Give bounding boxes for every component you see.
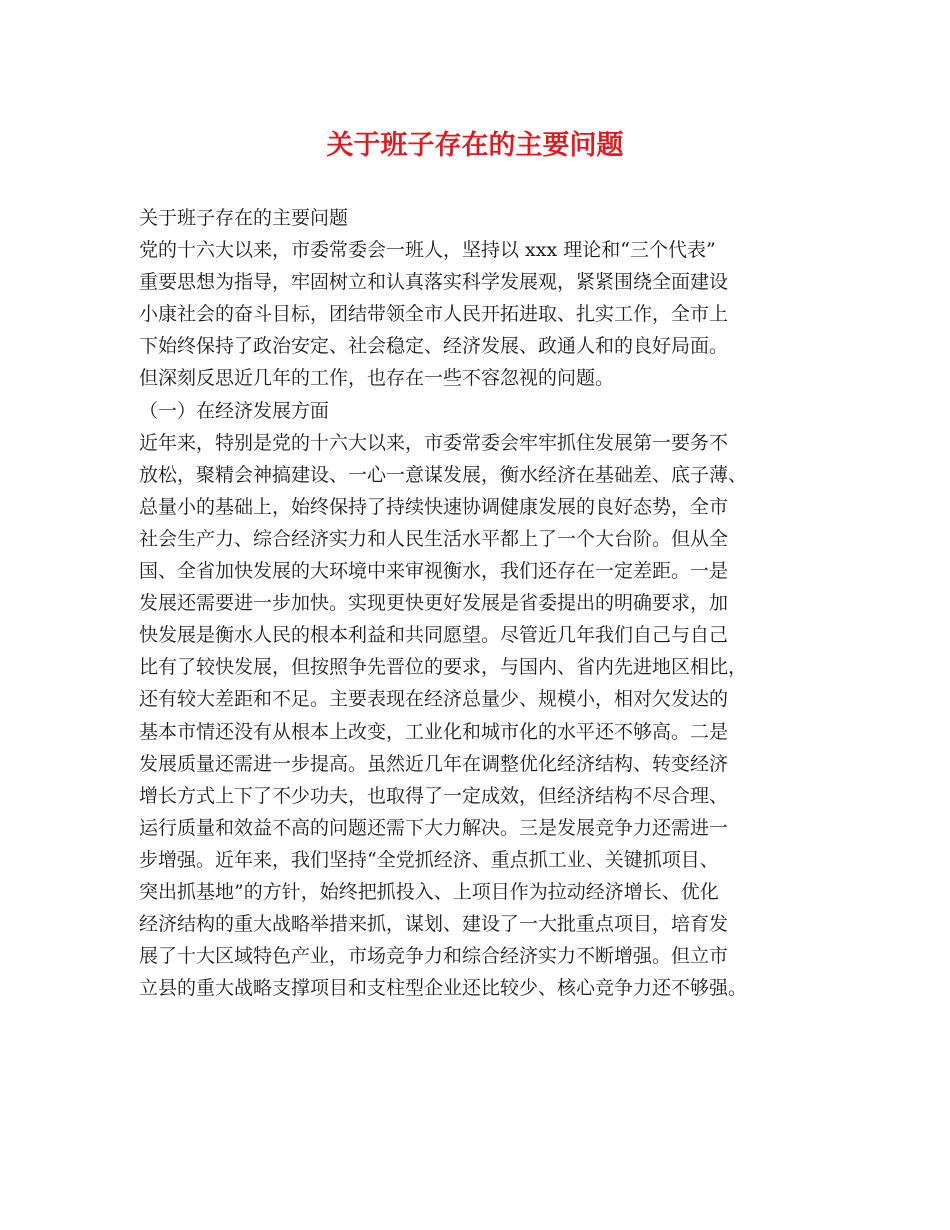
document-line: 基本市情还没有从根本上改变，工业化和城市化的水平还不够高。二是	[139, 720, 729, 743]
document-line: 近年来，特别是党的十六大以来，市委常委会牢牢抓住发展第一要务不	[139, 431, 729, 454]
document-body	[139, 202, 829, 1004]
document-line: 立县的重大战略支撑项目和支柱型企业还比较少、核心竞争力还不够强。	[139, 977, 748, 1000]
document-line: 运行质量和效益不高的问题还需下大力解决。三是发展竞争力还需进一	[139, 816, 729, 839]
document-line: （一）在经济发展方面	[139, 399, 330, 422]
document-line: 突出抓基地”的方针，始终把抓投入、上项目作为拉动经济增长、优化	[139, 880, 719, 903]
document-line: 放松，聚精会神搞建设、一心一意谋发展，衡水经济在基础差、底子薄、	[139, 463, 748, 486]
document-line: 还有较大差距和不足。主要表现在经济总量少、规模小，相对欠发达的	[139, 688, 729, 711]
document-line: 发展还需要进一步加快。实现更快更好发展是省委提出的明确要求，加	[139, 592, 729, 615]
document-line: 小康社会的奋斗目标，团结带领全市人民开拓进取、扎实工作，全市上	[139, 303, 729, 326]
document-line: 重要思想为指导，牢固树立和认真落实科学发展观，紧紧围绕全面建设	[139, 271, 729, 294]
document-line: 发展质量还需进一步提高。虽然近几年在调整优化经济结构、转变经济	[139, 752, 729, 775]
document-title: 关于班子存在的主要问题	[326, 130, 624, 161]
document-line: 总量小的基础上，始终保持了持续快速协调健康发展的良好态势，全市	[139, 495, 729, 518]
document-line: 快发展是衡水人民的根本利益和共同愿望。尽管近几年我们自己与自己	[139, 624, 729, 647]
document-line: 增长方式上下了不少功夫，也取得了一定成效，但经济结构不尽合理、	[139, 784, 729, 807]
document-line: 经济结构的重大战略举措来抓，谋划、建设了一大批重点项目，培育发	[139, 913, 729, 936]
document-line: 下始终保持了政治安定、社会稳定、经济发展、政通人和的良好局面。	[139, 335, 729, 358]
document-line: 党的十六大以来，市委常委会一班人，坚持以 xxx 理论和“三个代表”	[139, 239, 716, 262]
document-line: 关于班子存在的主要问题	[139, 207, 349, 229]
document-line: 展了十大区域特色产业，市场竞争力和综合经济实力不断增强。但立市	[139, 945, 729, 968]
document-line: 比有了较快发展，但按照争先晋位的要求，与国内、省内先进地区相比，	[139, 656, 748, 679]
document-line: 步增强。近年来，我们坚持“全党抓经济、重点抓工业、关键抓项目、	[139, 848, 719, 871]
document-line: 社会生产力、综合经济实力和人民生活水平都上了一个大台阶。但从全	[139, 527, 729, 550]
document-line: 但深刻反思近几年的工作，也存在一些不容忽视的问题。	[139, 367, 615, 390]
document-line: 国、全省加快发展的大环境中来审视衡水，我们还存在一定差距。一是	[139, 560, 729, 583]
